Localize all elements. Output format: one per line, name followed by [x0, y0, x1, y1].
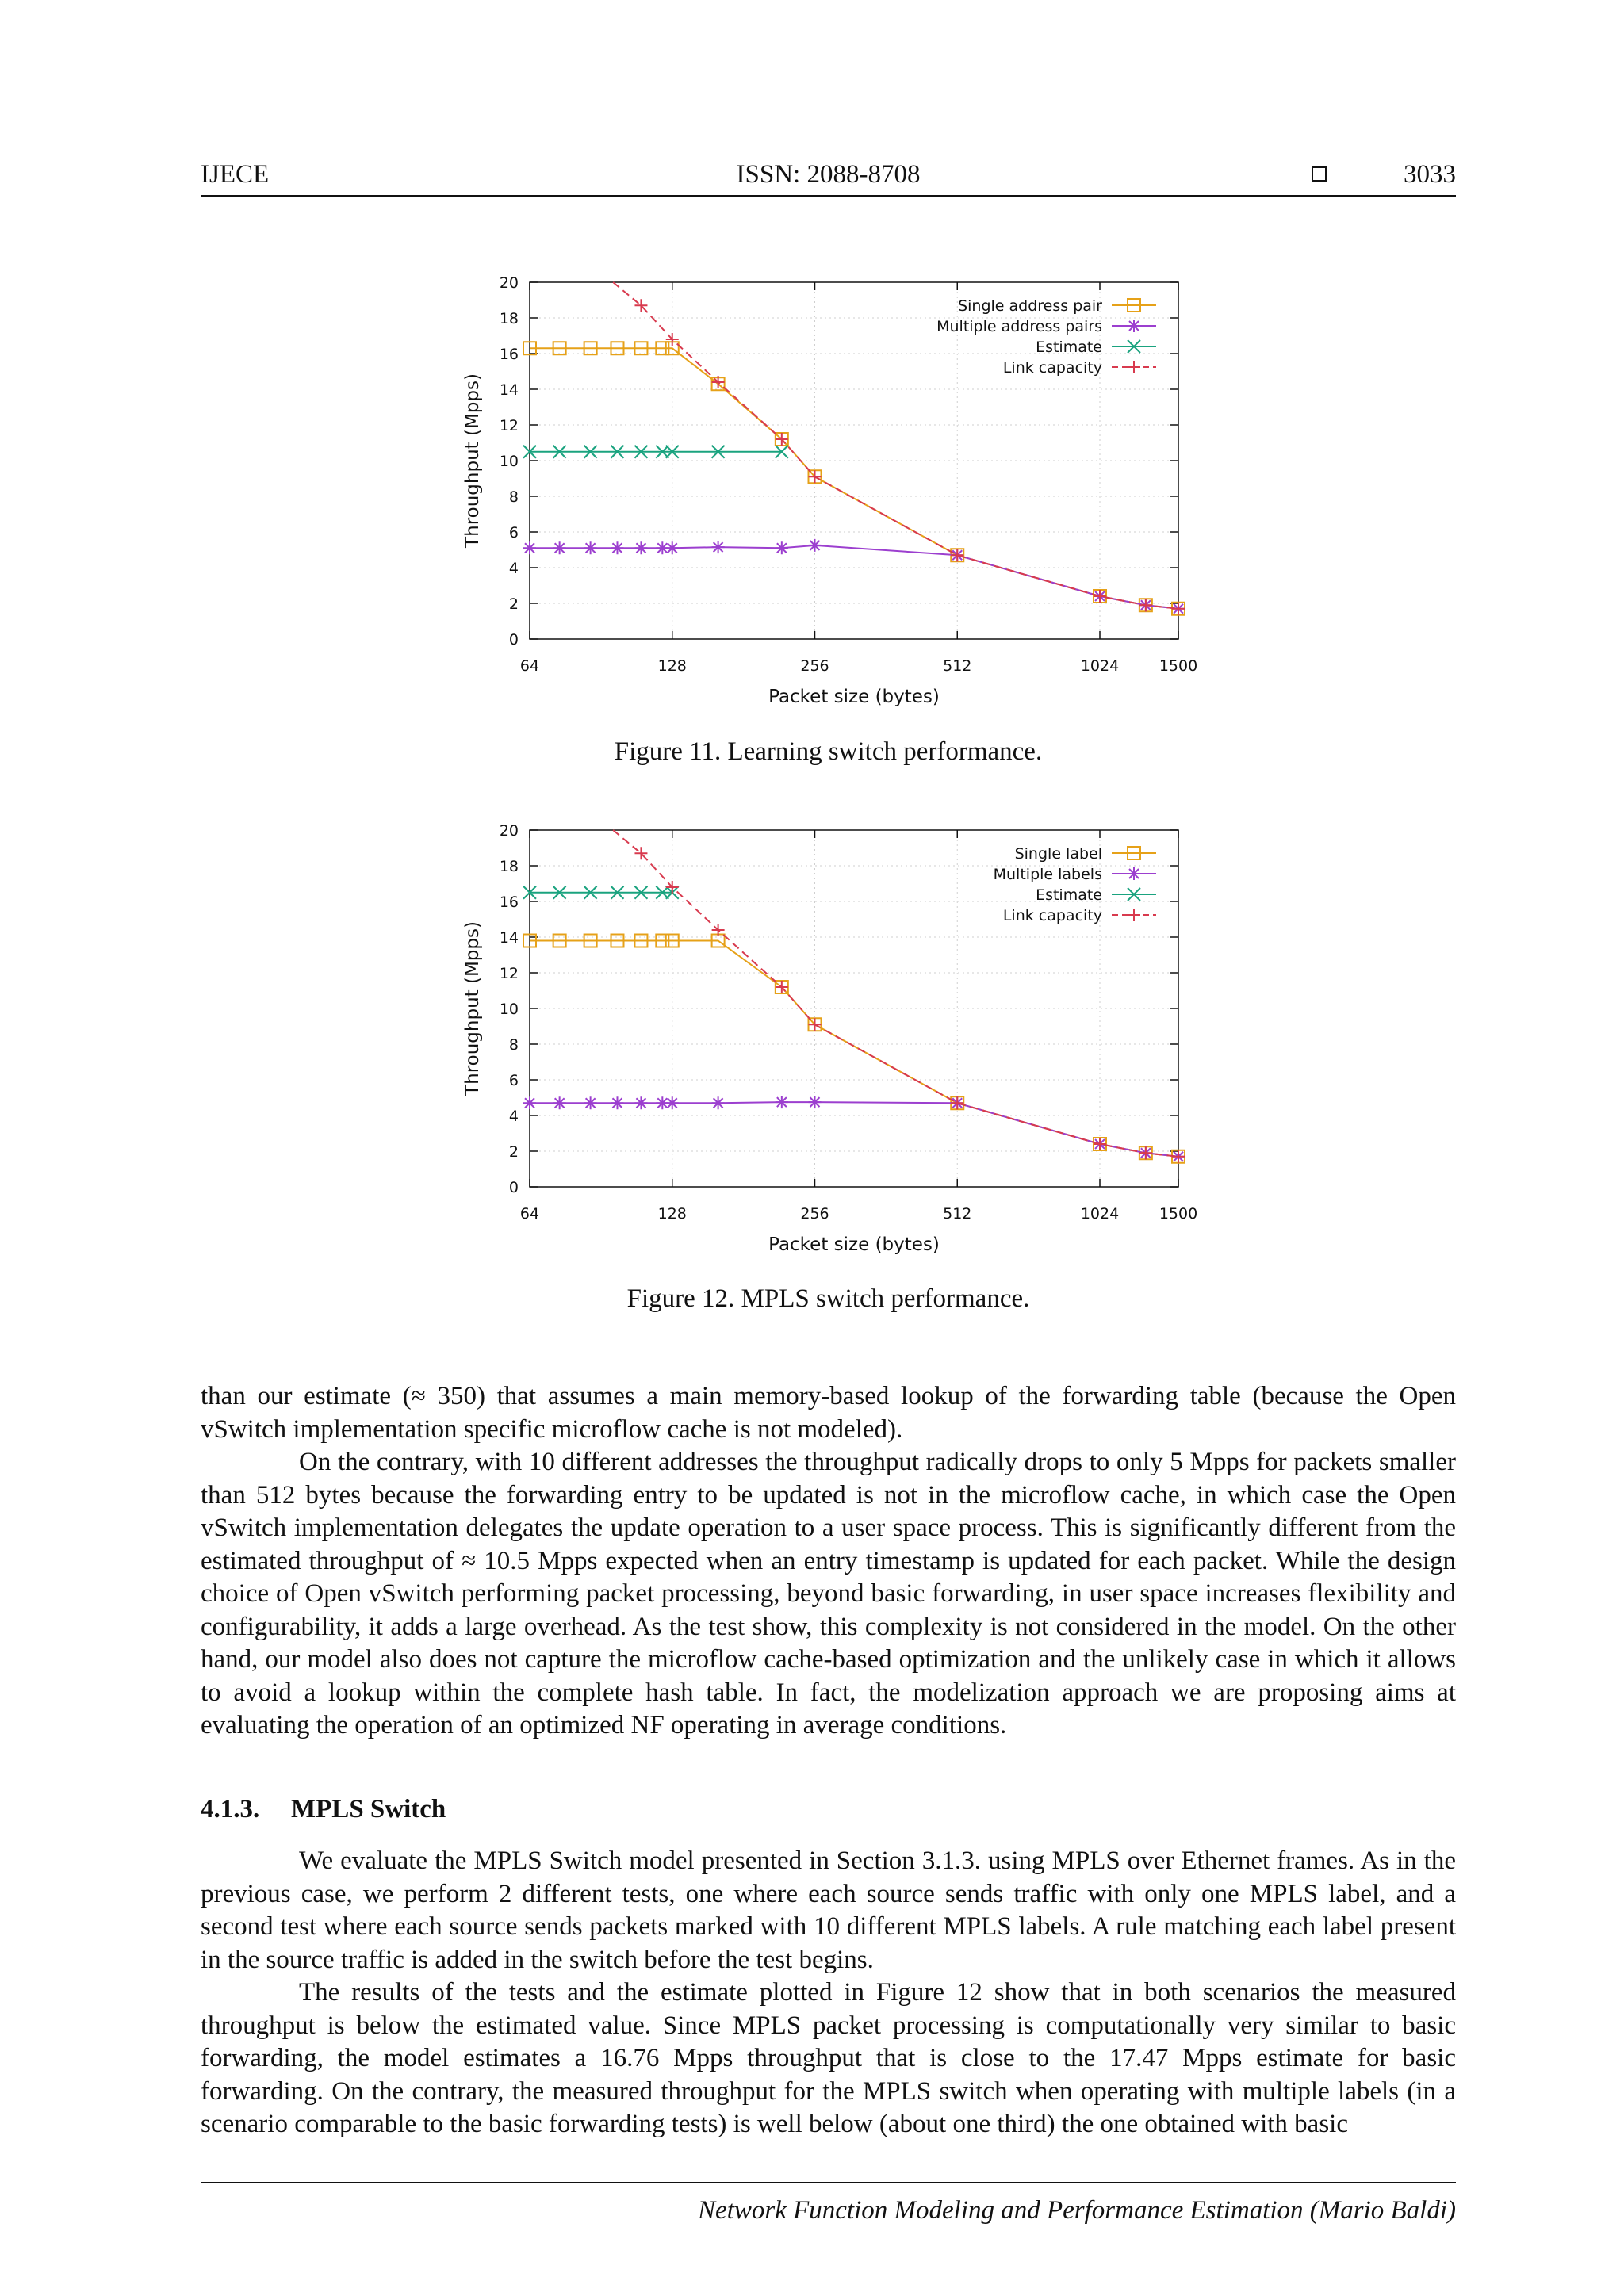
x-tick-label: 128: [657, 657, 687, 675]
data-point-star: [712, 541, 725, 553]
section-title: MPLS Switch: [291, 1795, 446, 1823]
y-tick-label: 10: [499, 453, 519, 470]
legend: [994, 845, 1156, 924]
data-point-star: [776, 541, 788, 554]
data-point-star: [523, 541, 536, 554]
data-point-star: [611, 541, 623, 554]
series: [523, 935, 1185, 1163]
data-point-star: [553, 1096, 566, 1109]
page-number: 3033: [1404, 160, 1456, 189]
section-heading: [201, 1795, 446, 1824]
x-axis-label: Packet size (bytes): [768, 1234, 940, 1255]
y-tick-label: 16: [499, 894, 519, 911]
square-icon: [1312, 166, 1327, 182]
y-tick-label: 14: [499, 381, 519, 399]
paragraph: The results of the tests and the estimate plotted in Figure 12 show that in both scenarios the measured throughput is below the estimated value. Since MPLS packet processing is computationally very similar to basic forwarding, the model estimates a 16.76 Mpps throughput that is close to the 17.47 Mpps estimate for basic forwarding. On the contrary, the measured throughput for the MPLS switch when operating with multiple labels (in a scenario comparable to the basic forwarding tests) is well below (about one third) the one obtained with basic: [201, 1978, 1456, 2138]
x-tick-label: 256: [800, 657, 829, 675]
legend-label: Single address pair: [958, 297, 1102, 315]
y-tick-label: 20: [499, 822, 519, 840]
y-tick-label: 12: [499, 965, 519, 982]
figure-12-caption: Figure 12. MPLS switch performance.: [626, 1284, 1030, 1313]
page-footer: Network Function Modeling and Performance Estimation (Mario Baldi): [201, 2182, 1456, 2225]
issn: ISSN: 2088-8708: [736, 160, 921, 189]
y-tick-label: 6: [508, 1072, 519, 1089]
paragraph: On the contrary, with 10 different addresses the throughput radically drops to only 5 Mpps for packets smaller than 512 bytes because the forwarding entry to be updated is not in the microflow cache, in which case the Open vSwitch implementation delegates the update operation to a user space process. This is significantly different from the estimated throughput of ≈ 10.5 Mpps expected when an entry timestamp is updated for each packet. While the design choice of Open vSwitch performing packet processing, beyond basic forwarding, in user space increases flexibility and configurability, it adds a large overhead. As the test show, this complexity is not considered in the model. On the other hand, our model also does not capture the microflow cache-based optimization and the unlikely case in which it allows to avoid a lookup within the complete hash table. In fact, the modelization approach we are proposing aims at evaluating the operation of an optimized NF operating in average conditions.: [201, 1448, 1456, 1739]
x-tick-label: 128: [657, 1205, 687, 1223]
y-tick-label: 2: [508, 1143, 519, 1161]
x-tick-label: 64: [519, 657, 540, 675]
y-tick-label: 16: [499, 346, 519, 363]
series: [523, 342, 1185, 615]
journal-name: IJECE: [201, 160, 270, 189]
series: [523, 446, 788, 458]
x-axis-label: Packet size (bytes): [768, 687, 940, 707]
page-header: [201, 160, 1456, 197]
series: [523, 886, 679, 899]
figure-11-caption: Figure 11. Learning switch performance.: [614, 737, 1043, 766]
series-line: [530, 545, 1178, 609]
data-point-star: [611, 1096, 623, 1109]
y-tick-label: 8: [508, 488, 519, 506]
paragraph: than our estimate (≈ 350) that assumes a main memory-based lookup of the forwarding table (because the Open vSwitch implementation specific microflow cache is not modeled).: [201, 1382, 1456, 1444]
series: [523, 1096, 1185, 1163]
chart-mpls-switch: [444, 800, 1221, 1255]
section-number: 4.1.3.: [201, 1795, 260, 1823]
data-point-star: [553, 541, 566, 554]
y-tick-label: 10: [499, 1001, 519, 1018]
x-tick-label: 256: [800, 1205, 829, 1223]
data-point-star: [776, 1096, 788, 1108]
y-tick-label: 14: [499, 929, 519, 947]
data-point-star: [584, 1096, 597, 1109]
legend-label: Estimate: [1036, 339, 1102, 356]
body-text-section: [201, 1845, 1456, 2141]
x-tick-label: 1500: [1159, 657, 1198, 675]
x-tick-label: 1024: [1080, 1205, 1120, 1223]
y-tick-label: 20: [499, 274, 519, 292]
legend-label: Single label: [1014, 845, 1102, 863]
x-tick-label: 1024: [1080, 657, 1120, 675]
legend-label: Multiple labels: [993, 866, 1102, 883]
y-tick-label: 6: [508, 524, 519, 541]
x-tick-label: 64: [519, 1205, 540, 1223]
series-line: [530, 1102, 1178, 1157]
grid: [530, 830, 1178, 1187]
y-tick-label: 12: [499, 417, 519, 434]
data-point-star: [666, 541, 679, 554]
data-point-star: [809, 1096, 822, 1108]
paragraph: We evaluate the MPLS Switch model presented in Section 3.1.3. using MPLS over Ethernet frames. As in the previous case, we perform 2 different tests, one where each source sends traffic with only one MPLS label, and a second test where each source sends packets marked with 10 different MPLS labels. A rule matching each label present in the source traffic is added in the switch before the test begins.: [201, 1846, 1456, 1974]
data-point-star: [1128, 320, 1140, 332]
y-axis-label: Throughput (Mpps): [462, 373, 483, 548]
y-tick-label: 0: [508, 1179, 519, 1196]
figure-11: [444, 252, 1221, 707]
data-point-star: [523, 1096, 536, 1109]
legend-label: Link capacity: [1002, 359, 1102, 377]
y-tick-label: 0: [508, 631, 519, 649]
y-tick-label: 4: [508, 560, 519, 577]
data-point-star: [634, 541, 647, 554]
data-point-star: [634, 1096, 647, 1109]
legend: [936, 297, 1156, 377]
y-tick-label: 8: [508, 1036, 519, 1054]
figure-12: [444, 800, 1221, 1255]
legend-label: Multiple address pairs: [936, 318, 1102, 335]
y-tick-label: 18: [499, 310, 519, 327]
data-point-plus: [1128, 361, 1140, 373]
y-tick-label: 4: [508, 1108, 519, 1125]
legend-label: Estimate: [1036, 886, 1102, 904]
y-tick-label: 2: [508, 595, 519, 613]
data-point-star: [666, 1096, 679, 1109]
x-tick-label: 512: [943, 1205, 972, 1223]
x-tick-label: 1500: [1159, 1205, 1198, 1223]
chart-learning-switch: [444, 252, 1221, 707]
data-point-star: [584, 541, 597, 554]
data-point-star: [712, 1096, 725, 1109]
legend-label: Link capacity: [1002, 907, 1102, 924]
y-tick-label: 18: [499, 858, 519, 875]
data-point-star: [809, 539, 822, 552]
body-text-top: [201, 1380, 1456, 1743]
x-tick-label: 512: [943, 657, 972, 675]
data-point-star: [1128, 867, 1140, 880]
y-axis-label: Throughput (Mpps): [462, 921, 483, 1096]
grid: [530, 282, 1178, 639]
data-point-plus: [1128, 909, 1140, 921]
series-line: [530, 348, 1178, 609]
